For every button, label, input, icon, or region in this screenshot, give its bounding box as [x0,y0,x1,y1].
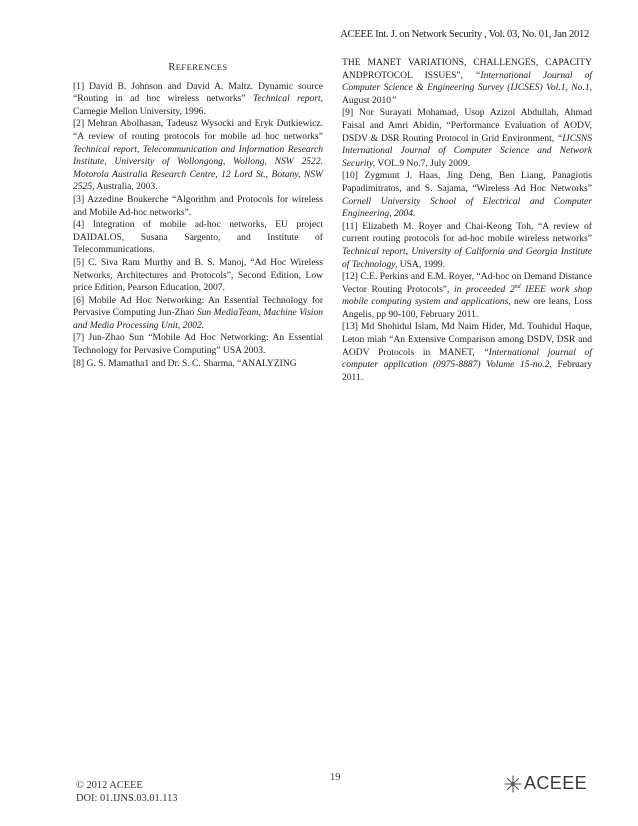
reference-text: [12] C.E. Perkins and E.M. Royer, “Ad-hoc on Demand Distance Vector Routing Protocols”, [342,271,592,295]
logo-text: ACEEE [524,773,588,793]
reference-text: IEEE work shop mobile computing system and applications, [342,283,592,308]
reference-entry [73,358,323,371]
reference-text: [10] Zygmunt J. Haas, Jing Deng, Ben Liang, Panagiotis Papadimitratos, and S. Sajama, “Wireless Ad Hoc Networks” [342,170,592,194]
reference-entry [342,170,592,220]
references-right-column [342,57,592,384]
aceee-logo [503,773,587,794]
reference-text: THE MANET VARIATIONS, CHALLENGES, CAPACITY ANDPROTOCOL ISSUES”, [342,57,592,81]
reference-entry [73,332,323,357]
doi-text: DOI: 01.IJNS.03.01.113 [76,793,178,804]
reference-text: [2] Mehran Abolhasan, Tadeusz Wysocki and Eryk Dutkiewicz. “A review of routing protocols for mobile ad hoc networks” [73,118,323,142]
reference-text: , February 2011. [342,359,592,383]
aceee-star-icon [503,774,523,794]
reference-entry [342,321,592,384]
reference-text: nd [514,283,521,290]
reference-text: “International Journal of Computer Science & Engineering Survey (IJCSES) Vol.1, No.1, [342,69,592,94]
reference-text: new ore leans, Loss Angelis, pp 90-100, February 2011. [342,296,593,320]
references-heading-initial: R [168,62,176,73]
reference-text: [11] Elizabeth M. Royer and Chai-Keong Toh, “A review of current routing protocols for ad-hoc mobile wireless networks” [342,220,592,245]
reference-entry [342,107,592,170]
reference-text: August 2010 [342,94,392,106]
reference-text: [1] David B. Johnson and David A. Maltz. Dynamic source “Routing in ad hoc wireless networks” [73,80,323,105]
reference-text: Technical report [252,93,321,105]
reference-text: Technical report, Telecommunication and Information Research Institute, University of Wollongong, Wollong, NSW 2522. Motorola Australia Research Centre, 12 Lord St., Botany, NSW 2525 [73,143,323,193]
reference-text: [8] G. S. Mamatha1 and Dr. S. C. Sharma, “ANALYZING [73,357,297,369]
reference-text: [13] Md Shohidul Islam, Md Naim Hider, Md. Touhidul Haque, Leton miah “An Extensive Comparison among DSDV, DSR and AODV Protocols in MANET, [342,321,592,358]
reference-entry [342,221,592,271]
reference-entry [73,257,323,295]
reference-entry [73,118,323,194]
references-left-column [73,59,323,370]
reference-entry [73,295,323,333]
reference-text: “International journal of computer application (0975-8887) Volume 15-no.2 [342,346,592,371]
page-number: 19 [330,772,341,783]
reference-entry [342,271,592,321]
reference-text: ” [391,94,397,106]
running-head: ACEEE Int. J. on Network Security , Vol. 03, No. 01, Jan 2012 [340,29,589,40]
references-list-left [73,81,323,371]
reference-entry [73,194,323,219]
reference-text: [6] Mobile Ad Hoc Networking: An Essential Technology for Pervasive Computing Jun-Zhao [73,294,323,319]
reference-text: [7] Jun-Zhao Sun “Mobile Ad Hoc Networking: An Essential Technology for Pervasive Computing” USA 2003. [73,332,323,357]
reference-text: Cornell University School of Electrical and Computer Engineering, 2004. [342,195,592,220]
reference-text: “IJCSNS International Journal of Computer Science and Network Security, [342,132,592,169]
reference-text: [3] Azzedine Boukerche “Algorithm and Protocols for wireless and Mobile Ad-hoc networks”. [73,193,323,218]
references-list-right [342,57,592,384]
reference-entry [342,57,592,107]
references-heading-rest: EFERENCES [175,62,228,72]
reference-text: [4] Integration of mobile ad-hoc networks, EU project DAIDALOS, Susana Sargento, and Institute of Telecommunications. [73,219,323,256]
reference-text: , Carnegie Mellon University, 1996. [73,93,323,117]
reference-text: in proceeded 2 [453,283,515,295]
reference-text: Technical report, University of California and Georgia Institute of Technology, [342,245,592,270]
reference-text: VOL.9 No.7, July 2009. [375,157,470,169]
copyright-text: © 2012 ACEEE [76,780,143,791]
reference-entry [73,81,323,119]
reference-text: [5] C. Siva Ram Murthy and B. S. Manoj, “Ad Hoc Wireless Networks, Architectures and Protocols”, Second Edition, Low price Edition, Pearson Education, 2007. [73,256,323,294]
footer-info [76,779,178,805]
references-heading [73,61,323,75]
reference-text: USA, 1999. [397,258,446,270]
reference-entry [73,219,323,257]
reference-text: Sun MediaTeam, Machine Vision and Media Processing Unit, 2002. [73,307,323,331]
reference-text: , Australia, 2003. [92,181,158,193]
reference-text: [9] Nor Surayati Mohamad, Usop Azizol Abdullah, Ahmad Faisal and Amri Abidin, “Performance Evaluation of AODV, DSDV & DSR Routing Protocol in Grid Environment, [342,107,592,144]
